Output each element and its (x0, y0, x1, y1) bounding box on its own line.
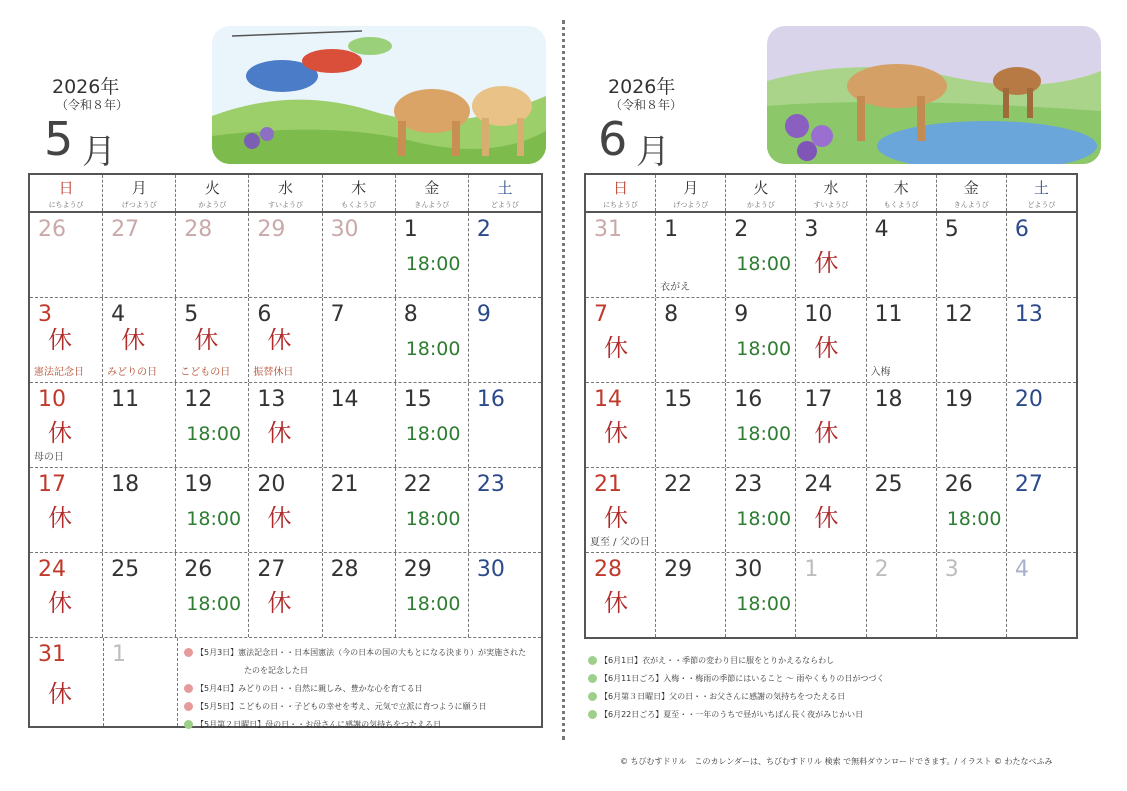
weekday-thu: 木 もくようび (866, 175, 936, 211)
day-cell (395, 468, 468, 552)
weekday-sun: 日 にちようび (603, 179, 639, 209)
day-number: 6 (1014, 217, 1029, 242)
rest-mark: 休 (604, 589, 628, 617)
day-number: 23 (476, 472, 505, 497)
day-number: 24 (804, 472, 833, 497)
weekday-sat: 土 どようび (468, 175, 541, 211)
day-cell (248, 213, 321, 297)
day-cell (1006, 553, 1076, 637)
day-cell (725, 383, 795, 467)
day-number: 17 (804, 387, 833, 412)
day-cell (30, 298, 102, 382)
day-cell (1006, 468, 1076, 552)
day-cell (102, 213, 175, 297)
event-time: 18:00 (405, 423, 461, 445)
day-cell (725, 553, 795, 637)
note-line: 【5月4日】みどりの日・・自然に親しみ、豊かな心を育てる日 (184, 680, 526, 698)
weekday-wed: 水 すいようび (795, 175, 865, 211)
event-time: 18:00 (186, 593, 242, 615)
day-cell (322, 383, 395, 467)
day-cell (175, 553, 248, 637)
day-cell (1006, 213, 1076, 297)
day-cell (102, 383, 175, 467)
day-cell (175, 213, 248, 297)
day-number: 1 (112, 642, 126, 667)
day-number: 26 (944, 472, 973, 497)
day-number: 22 (403, 472, 432, 497)
day-number: 15 (403, 387, 432, 412)
day-number: 30 (476, 557, 505, 582)
day-number: 20 (1014, 387, 1043, 412)
day-number: 5 (944, 217, 959, 242)
day-cell (395, 383, 468, 467)
day-cell (936, 213, 1006, 297)
june-calendar-grid (584, 173, 1078, 639)
day-cell (468, 298, 541, 382)
day-number: 3 (804, 217, 819, 242)
day-number: 7 (330, 302, 345, 327)
event-time: 18:00 (736, 593, 792, 615)
day-cell (468, 553, 541, 637)
note-line: 【6月22日ごろ】夏至・・一年のうちで昼がいちばん長く夜がみじかい日 (588, 706, 884, 724)
day-cell (30, 553, 102, 637)
day-cell (936, 553, 1006, 637)
day-number: 11 (111, 387, 140, 412)
rest-mark: 休 (267, 419, 292, 447)
weekday-tue: 火 かようび (725, 175, 795, 211)
day-number: 13 (257, 387, 286, 412)
day-cell (248, 553, 321, 637)
day-number: 18 (874, 387, 903, 412)
day-number: 21 (330, 472, 359, 497)
day-cell (30, 468, 102, 552)
month-number: 5 (44, 112, 74, 166)
day-cell (795, 553, 865, 637)
week-row (586, 382, 1076, 467)
rest-mark: 休 (814, 504, 839, 532)
week-row (30, 297, 541, 382)
day-number: 25 (111, 557, 140, 582)
day-number: 17 (38, 472, 66, 497)
note-line: 【6月11日ごろ】入梅・・梅雨の季節にはいること ～ 雨やくもりの日がつづく (588, 670, 884, 688)
event-time: 18:00 (186, 423, 242, 445)
day-number: 19 (944, 387, 973, 412)
day-cell (102, 553, 175, 637)
event-time: 18:00 (946, 508, 1002, 530)
may-notes-cell (177, 638, 541, 729)
day-number: 23 (734, 472, 763, 497)
day-cell (725, 213, 795, 297)
day-number: 24 (38, 557, 66, 582)
weekday-sun: 日 にちようび (48, 179, 84, 209)
rest-mark: 休 (604, 504, 628, 532)
holiday-label: こどもの日 (180, 367, 231, 378)
day-cell (795, 383, 865, 467)
rest-mark: 休 (814, 249, 839, 277)
day-number: 26 (38, 217, 66, 242)
week-row (586, 552, 1076, 637)
event-time: 18:00 (405, 253, 461, 275)
day-number: 4 (111, 302, 126, 327)
day-number: 16 (734, 387, 763, 412)
holiday-label: 振替休日 (253, 367, 294, 378)
day-cell (30, 213, 102, 297)
day-cell (866, 213, 936, 297)
day-number: 9 (734, 302, 749, 327)
day-number: 1 (403, 217, 418, 242)
day-cell (795, 213, 865, 297)
may-calendar-grid (28, 173, 543, 728)
day-number: 1 (664, 217, 679, 242)
day-number: 28 (330, 557, 359, 582)
day-number: 14 (330, 387, 359, 412)
horses-rain-illustration (767, 26, 1101, 164)
week-row (30, 213, 541, 297)
rest-mark: 休 (267, 504, 292, 532)
day-cell (395, 298, 468, 382)
rest-mark: 休 (48, 680, 72, 708)
day-number: 29 (664, 557, 693, 582)
event-time: 18:00 (405, 508, 461, 530)
day-number: 20 (257, 472, 286, 497)
rest-mark: 休 (48, 504, 72, 532)
day-number: 30 (734, 557, 763, 582)
holiday-label: 入梅 (870, 367, 891, 378)
weekday-mon: 月 げつようび (655, 175, 725, 211)
may-last-row (30, 637, 541, 729)
weekday-fri: 金 きんようび (936, 175, 1006, 211)
day-cell (866, 298, 936, 382)
day-cell (866, 553, 936, 637)
rest-mark: 休 (48, 419, 72, 447)
day-number: 11 (874, 302, 903, 327)
day-cell (795, 298, 865, 382)
day-cell (102, 468, 175, 552)
day-cell (1006, 383, 1076, 467)
day-cell (655, 213, 725, 297)
day-cell (248, 298, 321, 382)
day-cell (586, 468, 655, 552)
event-time: 18:00 (736, 338, 792, 360)
day-number: 26 (184, 557, 213, 582)
day-cell (586, 383, 655, 467)
day-number: 6 (257, 302, 272, 327)
event-time: 18:00 (405, 338, 461, 360)
holiday-label: みどりの日 (107, 367, 158, 378)
june-page (584, 0, 1127, 791)
day-cell (936, 468, 1006, 552)
holiday-label: 母の日 (34, 452, 64, 463)
month-kanji: 月 (82, 132, 116, 172)
day-cell (395, 553, 468, 637)
note-line: たのを記念した日 (244, 666, 308, 675)
weekday-wed: 水 すいようび (248, 175, 321, 211)
day-cell (468, 468, 541, 552)
day-cell (30, 638, 103, 726)
day-cell (103, 638, 177, 726)
footer-credit: © ちびむすドリル このカレンダーは、ちびむすドリル 検索 で無料ダウンロードできます。/ イラスト © わたなべふみ (620, 757, 1053, 766)
day-cell (322, 298, 395, 382)
holiday-label: 衣がえ (660, 282, 691, 293)
day-number: 3 (944, 557, 959, 582)
day-cell (795, 468, 865, 552)
day-number: 27 (111, 217, 140, 242)
day-number: 8 (664, 302, 679, 327)
may-holiday-notes (184, 644, 526, 734)
day-number: 2 (874, 557, 889, 582)
day-cell (30, 383, 102, 467)
weekday-tue: 火 かようび (175, 175, 248, 211)
rest-mark: 休 (48, 589, 72, 617)
weekday-header (30, 175, 541, 213)
rest-mark: 休 (814, 334, 839, 362)
weekday-fri: 金 きんようび (395, 175, 468, 211)
june-holiday-notes (588, 652, 884, 724)
day-number: 28 (594, 557, 622, 582)
weekday-mon: 月 げつようび (102, 175, 175, 211)
day-cell (1006, 298, 1076, 382)
day-number: 1 (804, 557, 819, 582)
month-kanji: 月 (636, 132, 670, 172)
day-number: 18 (111, 472, 140, 497)
day-cell (586, 553, 655, 637)
rest-mark: 休 (814, 419, 839, 447)
rest-mark: 休 (121, 326, 146, 354)
note-line: 【5月第２日曜日】母の日・・お母さんに感謝の気持ちをつたえる日 (184, 716, 526, 734)
day-number: 2 (476, 217, 491, 242)
rest-mark: 休 (604, 419, 628, 447)
month-number: 6 (598, 112, 628, 166)
rest-mark: 休 (194, 326, 219, 354)
day-number: 4 (874, 217, 889, 242)
day-cell (866, 383, 936, 467)
day-number: 27 (1014, 472, 1043, 497)
day-number: 29 (403, 557, 432, 582)
rest-mark: 休 (267, 326, 292, 354)
day-cell (468, 383, 541, 467)
note-line: 【5月3日】憲法記念日・・日本国憲法（今の日本の国の大もとになる決まり）が実施された (184, 644, 526, 662)
rest-mark: 休 (48, 326, 72, 354)
note-line: 【6月1日】衣がえ・・季節の変わり目に服をとりかえるならわし (588, 652, 884, 670)
day-cell (936, 298, 1006, 382)
rest-mark: 休 (604, 334, 628, 362)
day-number: 7 (594, 302, 608, 327)
day-number: 19 (184, 472, 213, 497)
day-cell (248, 383, 321, 467)
day-cell (586, 298, 655, 382)
day-cell (322, 213, 395, 297)
day-number: 12 (944, 302, 973, 327)
week-row (30, 382, 541, 467)
week-row (30, 467, 541, 552)
day-cell (655, 553, 725, 637)
day-number: 4 (1014, 557, 1029, 582)
event-time: 18:00 (186, 508, 242, 530)
day-cell (936, 383, 1006, 467)
weekday-thu: 木 もくようび (322, 175, 395, 211)
day-cell (725, 298, 795, 382)
day-number: 27 (257, 557, 286, 582)
day-number: 25 (874, 472, 903, 497)
note-line: 【6月第３日曜日】父の日・・お父さんに感謝の気持ちをつたえる日 (588, 688, 884, 706)
year-label: 2026年 (608, 76, 676, 98)
day-cell (102, 298, 175, 382)
rest-mark: 休 (267, 589, 292, 617)
day-number: 31 (38, 642, 66, 667)
day-number: 9 (476, 302, 491, 327)
day-number: 28 (184, 217, 213, 242)
week-row (30, 552, 541, 637)
era-label: （令和８年） (56, 98, 129, 112)
week-row (586, 297, 1076, 382)
holiday-label: 夏至 / 父の日 (590, 537, 650, 548)
day-number: 2 (734, 217, 749, 242)
day-cell (175, 383, 248, 467)
note-line: 【5月5日】こどもの日・・子どもの幸せを考え、元気で立派に育つように願う日 (184, 698, 526, 716)
day-cell (322, 468, 395, 552)
koinobori-horses-illustration (212, 26, 546, 164)
day-cell (655, 298, 725, 382)
day-cell (175, 468, 248, 552)
day-cell (655, 383, 725, 467)
day-number: 10 (38, 387, 66, 412)
day-number: 12 (184, 387, 213, 412)
day-cell (866, 468, 936, 552)
day-number: 22 (664, 472, 693, 497)
day-cell (395, 213, 468, 297)
event-time: 18:00 (736, 508, 792, 530)
day-number: 10 (804, 302, 833, 327)
week-row (586, 467, 1076, 552)
day-cell (725, 468, 795, 552)
day-number: 15 (664, 387, 693, 412)
day-number: 3 (38, 302, 52, 327)
weekday-header (586, 175, 1076, 213)
era-label: （令和８年） (610, 98, 683, 112)
event-time: 18:00 (405, 593, 461, 615)
day-number: 13 (1014, 302, 1043, 327)
day-number: 16 (476, 387, 505, 412)
day-cell (655, 468, 725, 552)
week-row (586, 213, 1076, 297)
day-cell (248, 468, 321, 552)
event-time: 18:00 (736, 253, 792, 275)
may-page (24, 0, 569, 791)
day-cell (175, 298, 248, 382)
day-number: 21 (594, 472, 622, 497)
day-cell (586, 213, 655, 297)
day-cell (322, 553, 395, 637)
day-number: 29 (257, 217, 286, 242)
day-number: 31 (594, 217, 622, 242)
day-cell (468, 213, 541, 297)
year-label: 2026年 (52, 76, 120, 98)
event-time: 18:00 (736, 423, 792, 445)
weekday-sat: 土 どようび (1006, 175, 1076, 211)
day-number: 30 (330, 217, 359, 242)
day-number: 8 (403, 302, 418, 327)
day-number: 14 (594, 387, 622, 412)
day-number: 5 (184, 302, 199, 327)
holiday-label: 憲法記念日 (34, 367, 84, 378)
